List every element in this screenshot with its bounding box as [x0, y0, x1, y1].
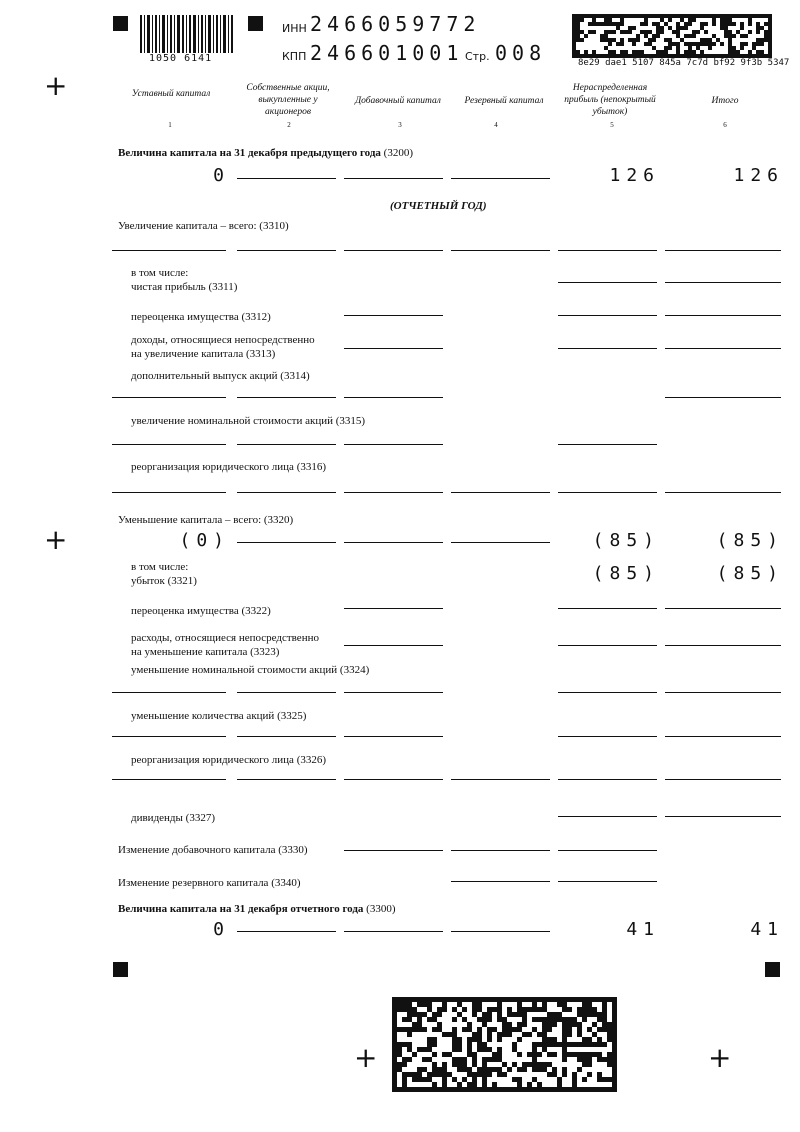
- crosshair-mark: +: [44, 523, 68, 556]
- page-label: Стр.: [465, 50, 490, 63]
- entry-line: [237, 692, 336, 693]
- row-3320-col5: (85): [592, 530, 660, 551]
- entry-line: [451, 492, 550, 493]
- entry-line: [344, 736, 443, 737]
- entry-line: [558, 850, 657, 851]
- entry-line: [112, 736, 226, 737]
- column-heading-2: Собственные акции, выкупленные у акционеров: [246, 83, 330, 117]
- entry-line: [665, 692, 781, 693]
- entry-line: [237, 444, 336, 445]
- row-3200-col1: 0: [213, 165, 230, 186]
- section-title: (ОТЧЕТНЫЙ ГОД): [390, 200, 487, 212]
- entry-line: [344, 931, 443, 932]
- row-3200-label: Величина капитала на 31 декабря предыдущего года (3200): [118, 147, 413, 159]
- entry-line: [344, 250, 443, 251]
- column-number-5: 5: [610, 121, 614, 129]
- entry-line: [451, 178, 550, 179]
- row-3323-label-a: расходы, относящиеся непосредственно: [131, 632, 319, 644]
- page-value: 008: [495, 41, 547, 65]
- row-3300-col6: 41: [750, 919, 784, 940]
- column-heading-5: Нераспределенная прибыль (непокрытый убыток): [564, 83, 656, 117]
- entry-line: [344, 348, 443, 349]
- column-number-1: 1: [168, 121, 172, 129]
- entry-line: [451, 881, 550, 882]
- entry-line: [665, 282, 781, 283]
- row-3310-label: Увеличение капитала – всего: (3310): [118, 220, 289, 232]
- row-3330-label: Изменение добавочного капитала (3330): [118, 844, 308, 856]
- entry-line: [665, 736, 781, 737]
- row-3316-label: реорганизация юридического лица (3316): [131, 461, 327, 473]
- row-3325-label: уменьшение количества акций (3325): [131, 710, 307, 722]
- linear-barcode: [140, 15, 235, 53]
- entry-line: [665, 250, 781, 251]
- crosshair-mark: +: [708, 1041, 732, 1074]
- entry-line: [558, 645, 657, 646]
- row-3313-label-a: доходы, относящиеся непосредственно: [131, 334, 315, 346]
- row-3326-label: реорганизация юридического лица (3326): [131, 754, 327, 766]
- entry-line: [665, 816, 781, 817]
- entry-line: [112, 397, 226, 398]
- kpp-label: КПП: [282, 50, 307, 63]
- row-3311-label: чистая прибыль (3311): [131, 281, 238, 293]
- entry-line: [112, 250, 226, 251]
- entry-line: [344, 542, 443, 543]
- row-3327-label: дивиденды (3327): [131, 812, 215, 824]
- row-3313-label-b: на увеличение капитала (3313): [131, 348, 276, 360]
- entry-line: [237, 736, 336, 737]
- row-3300-col5: 41: [626, 919, 660, 940]
- entry-line: [665, 315, 781, 316]
- row-3315-label: увеличение номинальной стоимости акций (3315): [131, 415, 366, 427]
- entry-line: [558, 315, 657, 316]
- bottom-datamatrix-barcode: [392, 997, 617, 1092]
- row-3340-label: Изменение резервного капитала (3340): [118, 877, 301, 889]
- entry-line: [344, 692, 443, 693]
- crosshair-mark: +: [44, 69, 68, 102]
- entry-line: [558, 444, 657, 445]
- entry-line: [237, 931, 336, 932]
- entry-line: [558, 779, 657, 780]
- entry-line: [237, 178, 336, 179]
- entry-line: [558, 881, 657, 882]
- entry-line: [344, 645, 443, 646]
- column-heading-4: Резервный капитал: [464, 96, 544, 106]
- row-3321-label: убыток (3321): [131, 575, 197, 587]
- entry-line: [344, 779, 443, 780]
- entry-line: [237, 492, 336, 493]
- entry-line: [451, 779, 550, 780]
- datamatrix-barcode: [572, 14, 772, 58]
- entry-line: [558, 736, 657, 737]
- entry-line: [112, 444, 226, 445]
- row-3320-col1: (0): [179, 530, 230, 551]
- entry-line: [451, 931, 550, 932]
- column-number-4: 4: [494, 121, 498, 129]
- entry-line: [665, 779, 781, 780]
- included-label: в том числе:: [131, 267, 189, 279]
- row-3300-label: Величина капитала на 31 декабря отчетного года (3300): [118, 903, 396, 915]
- row-3200-col5: 126: [609, 165, 660, 186]
- entry-line: [344, 178, 443, 179]
- entry-line: [558, 816, 657, 817]
- entry-line: [665, 492, 781, 493]
- column-number-6: 6: [723, 121, 727, 129]
- entry-line: [237, 397, 336, 398]
- column-heading-6: Итого: [711, 96, 739, 106]
- row-3200-col6: 126: [733, 165, 784, 186]
- document-hash: 8e29 dae1 5107 845a 7c7d bf92 9f3b 5347: [578, 58, 790, 68]
- crosshair-mark: +: [354, 1041, 378, 1074]
- row-3320-col6: (85): [716, 530, 784, 551]
- entry-line: [344, 315, 443, 316]
- entry-line: [558, 492, 657, 493]
- column-number-2: 2: [287, 121, 291, 129]
- entry-line: [665, 348, 781, 349]
- registration-marker: [113, 16, 128, 31]
- row-3322-label: переоценка имущества (3322): [131, 605, 271, 617]
- entry-line: [558, 250, 657, 251]
- entry-line: [451, 542, 550, 543]
- entry-line: [237, 250, 336, 251]
- row-3323-label-b: на уменьшение капитала (3323): [131, 646, 280, 658]
- inn-label: ИНН: [282, 22, 307, 35]
- entry-line: [665, 608, 781, 609]
- entry-line: [665, 397, 781, 398]
- registration-marker: [113, 962, 128, 977]
- entry-line: [451, 850, 550, 851]
- entry-line: [344, 397, 443, 398]
- entry-line: [558, 608, 657, 609]
- entry-line: [344, 850, 443, 851]
- entry-line: [344, 608, 443, 609]
- column-heading-1: Уставный капитал: [131, 89, 211, 99]
- row-3312-label: переоценка имущества (3312): [131, 311, 271, 323]
- included-label: в том числе:: [131, 561, 189, 573]
- column-number-3: 3: [398, 121, 402, 129]
- column-heading-3: Добавочный капитал: [355, 96, 441, 106]
- entry-line: [558, 282, 657, 283]
- entry-line: [112, 492, 226, 493]
- barcode-number: 1050 6141: [149, 53, 213, 64]
- entry-line: [237, 779, 336, 780]
- registration-marker: [248, 16, 263, 31]
- entry-line: [558, 348, 657, 349]
- entry-line: [344, 492, 443, 493]
- entry-line: [665, 645, 781, 646]
- row-3314-label: дополнительный выпуск акций (3314): [131, 370, 310, 382]
- row-3320-label: Уменьшение капитала – всего: (3320): [118, 514, 294, 526]
- entry-line: [344, 444, 443, 445]
- row-3321-col5: (85): [592, 563, 660, 584]
- registration-marker: [765, 962, 780, 977]
- entry-line: [112, 692, 226, 693]
- entry-line: [112, 779, 226, 780]
- row-3324-label: уменьшение номинальной стоимости акций (3324): [131, 664, 370, 676]
- kpp-value: 246601001: [310, 41, 464, 65]
- entry-line: [558, 692, 657, 693]
- entry-line: [451, 250, 550, 251]
- row-3321-col6: (85): [716, 563, 784, 584]
- row-3300-col1: 0: [213, 919, 230, 940]
- entry-line: [237, 542, 336, 543]
- inn-value: 2466059772: [310, 12, 481, 36]
